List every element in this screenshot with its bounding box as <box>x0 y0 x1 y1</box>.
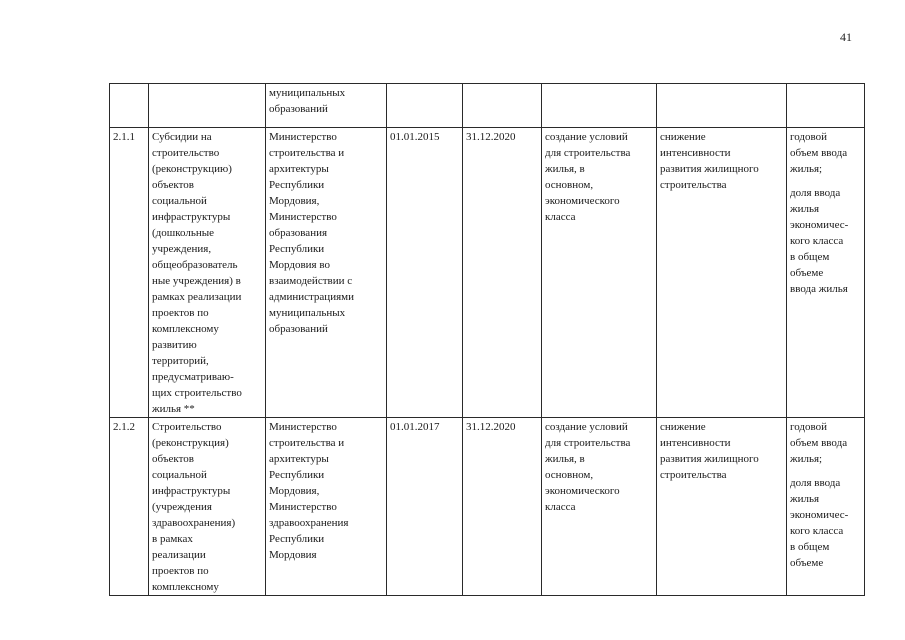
cell-consequences <box>657 84 787 128</box>
page-number: 41 <box>840 30 852 44</box>
cell-start-date: 01.01.2015 <box>387 128 463 418</box>
cell-executor: Министерство строительства и архитектуры Республики Мордовия, Министерство здравоохранения Республики Мордовия <box>266 418 387 596</box>
cell-end-date: 31.12.2020 <box>463 418 542 596</box>
cell-end-date: 31.12.2020 <box>463 128 542 418</box>
cell-expected-result: создание условий для строительства жилья, в основном, экономического класса <box>542 128 657 418</box>
cell-indicators: годовой объем ввода жилья; доля ввода жилья экономичес- кого класса в общем объеме <box>787 418 865 596</box>
cell-end-date <box>463 84 542 128</box>
cell-number: 2.1.1 <box>110 128 149 418</box>
cell-number: 2.1.2 <box>110 418 149 596</box>
cell-start-date <box>387 84 463 128</box>
cell-executor: Министерство строительства и архитектуры Республики Мордовия, Министерство образования Республики Мордовия во взаимодействии с администрациями муниципальных образований <box>266 128 387 418</box>
cell-measure-name <box>149 84 266 128</box>
cell-expected-result: создание условий для строительства жилья, в основном, экономического класса <box>542 418 657 596</box>
table-row <box>110 128 865 418</box>
cell-measure-name: Строительство (реконструкция) объектов социальной инфраструктуры (учреждения здравоохранения) в рамках реализации проектов по комплексному <box>149 418 266 596</box>
cell-measure-name: Субсидии на строительство (реконструкцию) объектов социальной инфраструктуры (дошкольные учреждения, общеобразователь ные учреждения) в рамках реализации проектов по комплексному развитию территорий, предусматриваю- щих строительство жилья ** <box>149 128 266 418</box>
program-measures-table <box>109 83 865 596</box>
cell-expected-result <box>542 84 657 128</box>
cell-number <box>110 84 149 128</box>
table-row <box>110 418 865 596</box>
cell-executor: муниципальных образований <box>266 84 387 128</box>
cell-indicators <box>787 84 865 128</box>
cell-consequences: снижение интенсивности развития жилищного строительства <box>657 128 787 418</box>
cell-start-date: 01.01.2017 <box>387 418 463 596</box>
cell-indicators: годовой объем ввода жилья; доля ввода жилья экономичес- кого класса в общем объеме ввода жилья <box>787 128 865 418</box>
cell-consequences: снижение интенсивности развития жилищного строительства <box>657 418 787 596</box>
table-row <box>110 84 865 128</box>
